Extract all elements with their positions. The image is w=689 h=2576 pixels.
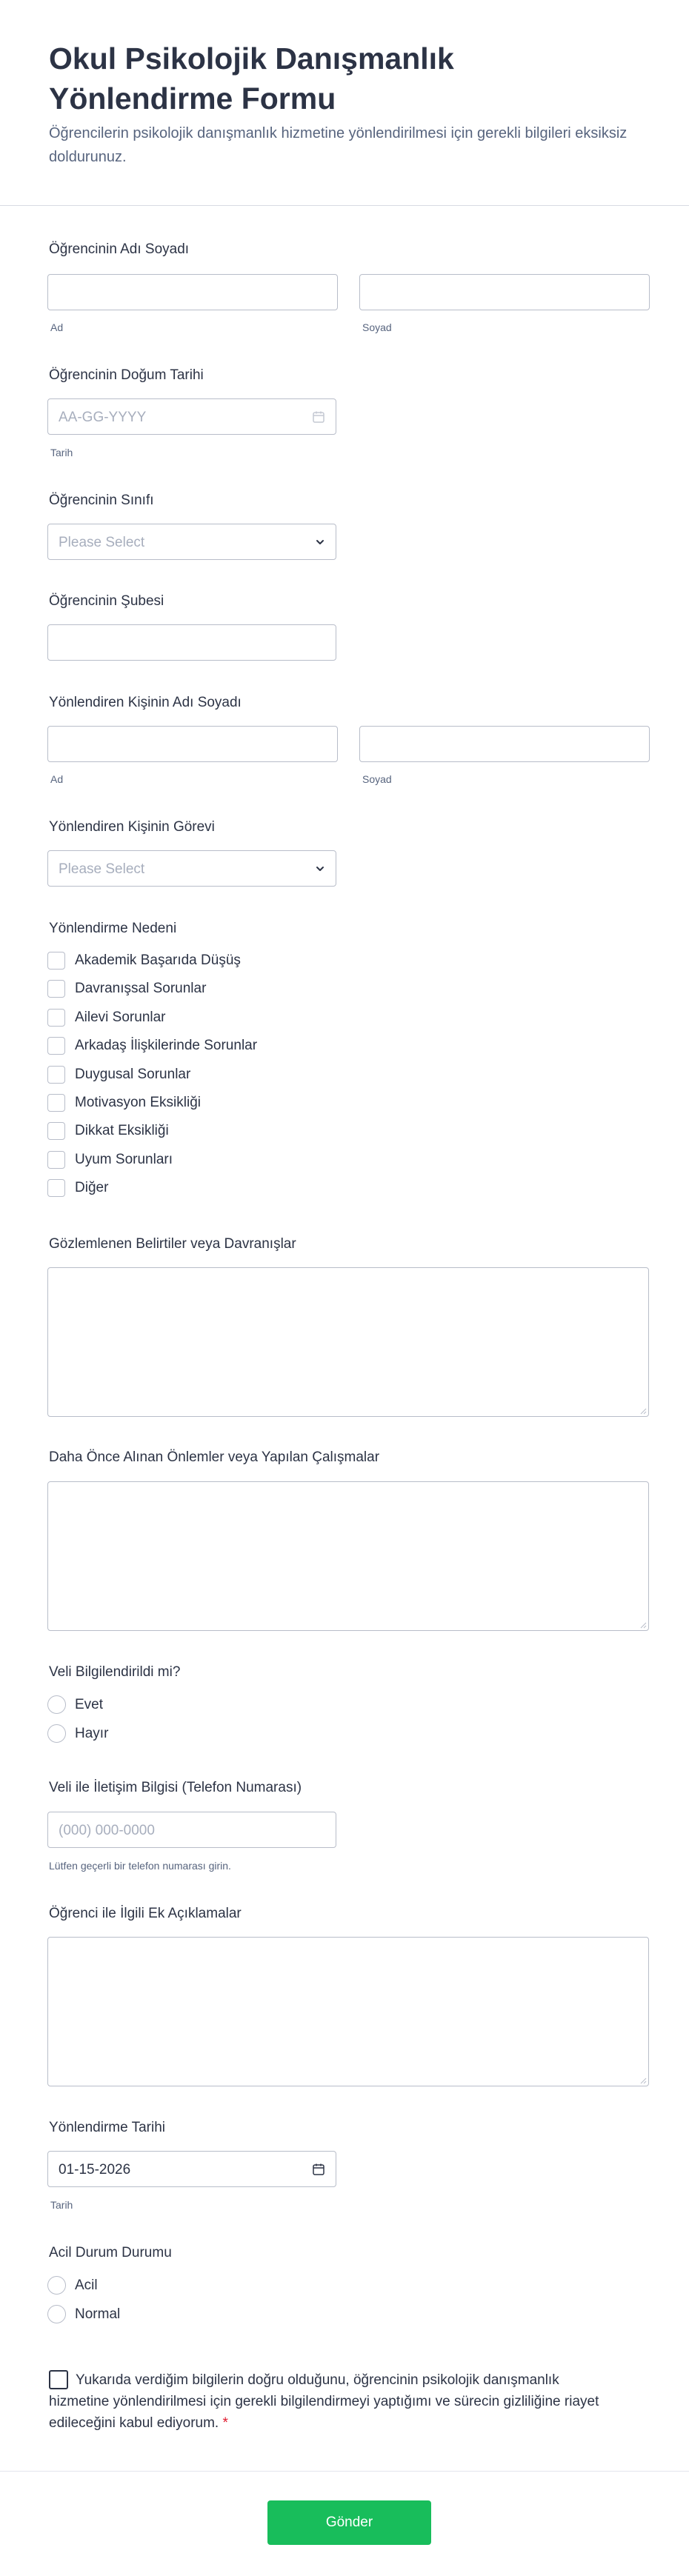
student-first-name-sublabel: Ad bbox=[50, 321, 64, 333]
birth-date-input[interactable] bbox=[47, 398, 336, 435]
parent-phone-label: Veli ile İletişim Bilgisi (Telefon Numarası) bbox=[49, 1780, 302, 1795]
symptoms-label: Gözlemlenen Belirtiler veya Davranışlar bbox=[49, 1236, 296, 1252]
resize-handle-icon[interactable] bbox=[639, 2077, 647, 2084]
reason-option-emotional[interactable]: Duygusal Sorunlar bbox=[75, 1067, 191, 1082]
birth-date-sublabel: Tarih bbox=[50, 447, 73, 458]
parent-informed-radio-no[interactable] bbox=[47, 1724, 66, 1743]
reason-option-peer[interactable]: Arkadaş İlişkilerinde Sorunlar bbox=[75, 1038, 258, 1053]
urgency-radio-urgent[interactable] bbox=[47, 2276, 66, 2295]
section-input[interactable] bbox=[47, 624, 336, 661]
student-name-label: Öğrencinin Adı Soyadı bbox=[49, 241, 190, 257]
reason-option-adjustment[interactable]: Uyum Sorunları bbox=[75, 1152, 173, 1167]
reason-checkbox-attention[interactable] bbox=[47, 1122, 65, 1140]
grade-label: Öğrencinin Sınıfı bbox=[49, 493, 154, 508]
reason-label: Yönlendirme Nedeni bbox=[49, 921, 177, 936]
reason-checkbox-emotional[interactable] bbox=[47, 1066, 65, 1084]
student-last-name-sublabel: Soyad bbox=[362, 321, 392, 333]
parent-informed-label: Veli Bilgilendirildi mi? bbox=[49, 1664, 181, 1680]
calendar-icon[interactable] bbox=[312, 410, 325, 424]
reason-checkbox-family[interactable] bbox=[47, 1009, 65, 1027]
parent-phone-placeholder: (000) 000-0000 bbox=[59, 1823, 155, 1838]
reason-checkbox-academic[interactable] bbox=[47, 952, 65, 970]
notes-label: Öğrenci ile İlgili Ek Açıklamalar bbox=[49, 1906, 242, 1921]
resize-handle-icon[interactable] bbox=[639, 1621, 647, 1629]
reason-option-other[interactable]: Diğer bbox=[75, 1180, 109, 1195]
urgency-option-normal[interactable]: Normal bbox=[75, 2306, 121, 2322]
submit-button[interactable]: Gönder bbox=[267, 2500, 431, 2545]
reason-option-behavioral[interactable]: Davranışsal Sorunlar bbox=[75, 981, 207, 996]
parent-informed-radio-yes[interactable] bbox=[47, 1695, 66, 1714]
calendar-icon[interactable] bbox=[312, 2163, 325, 2176]
reason-option-motivation[interactable]: Motivasyon Eksikliği bbox=[75, 1095, 201, 1110]
chevron-down-icon bbox=[315, 537, 325, 547]
reason-option-family[interactable]: Ailevi Sorunlar bbox=[75, 1010, 166, 1025]
grade-placeholder: Please Select bbox=[59, 535, 145, 550]
required-mark: * bbox=[222, 2415, 228, 2431]
notes-textarea[interactable] bbox=[47, 1937, 649, 2086]
referrer-last-name-sublabel: Soyad bbox=[362, 773, 392, 785]
referrer-role-placeholder: Please Select bbox=[59, 861, 145, 877]
form-header bbox=[0, 0, 689, 206]
reason-option-attention[interactable]: Dikkat Eksikliği bbox=[75, 1123, 169, 1138]
referrer-first-name-sublabel: Ad bbox=[50, 773, 64, 785]
birth-date-label: Öğrencinin Doğum Tarihi bbox=[49, 367, 204, 383]
student-first-name-input[interactable] bbox=[47, 274, 338, 310]
section-label: Öğrencinin Şubesi bbox=[49, 593, 164, 609]
referral-date-label: Yönlendirme Tarihi bbox=[49, 2120, 166, 2135]
reason-option-academic[interactable]: Akademik Başarıda Düşüş bbox=[75, 952, 241, 968]
resize-handle-icon[interactable] bbox=[639, 1407, 647, 1415]
previous-actions-textarea[interactable] bbox=[47, 1481, 649, 1631]
student-last-name-input[interactable] bbox=[359, 274, 650, 310]
urgency-radio-normal[interactable] bbox=[47, 2305, 66, 2323]
consent-text[interactable] bbox=[49, 2369, 612, 2434]
parent-informed-option-yes[interactable]: Evet bbox=[75, 1697, 104, 1712]
chevron-down-icon bbox=[315, 864, 325, 874]
grade-select[interactable] bbox=[47, 524, 336, 560]
reason-checkbox-behavioral[interactable] bbox=[47, 980, 65, 998]
parent-informed-option-no[interactable]: Hayır bbox=[75, 1726, 109, 1741]
symptoms-textarea[interactable] bbox=[47, 1267, 649, 1417]
referral-date-input[interactable] bbox=[47, 2151, 336, 2187]
reason-checkbox-peer[interactable] bbox=[47, 1037, 65, 1055]
birth-date-placeholder: AA-GG-YYYY bbox=[59, 410, 147, 425]
urgency-option-urgent[interactable]: Acil bbox=[75, 2278, 98, 2293]
parent-phone-sublabel: Lütfen geçerli bir telefon numarası girin. bbox=[49, 1860, 231, 1872]
referrer-name-label: Yönlendiren Kişinin Adı Soyadı bbox=[49, 695, 242, 710]
reason-checkbox-adjustment[interactable] bbox=[47, 1151, 65, 1169]
urgency-label: Acil Durum Durumu bbox=[49, 2245, 172, 2260]
referrer-role-label: Yönlendiren Kişinin Görevi bbox=[49, 819, 215, 835]
reason-checkbox-other[interactable] bbox=[47, 1179, 65, 1197]
parent-phone-input[interactable] bbox=[47, 1812, 336, 1848]
form-subtitle: Öğrencilerin psikolojik danışmanlık hizmetine yönlendirilmesi için gerekli bilgileri eksiksiz doldurunuz. bbox=[49, 125, 628, 165]
referral-date-value: 01-15-2026 bbox=[59, 2162, 131, 2178]
referrer-role-select[interactable] bbox=[47, 850, 336, 887]
reason-checkbox-motivation[interactable] bbox=[47, 1094, 65, 1112]
consent-statement: Yukarıda verdiğim bilgilerin doğru olduğunu, öğrencinin psikolojik danışmanlık hizmetine yönlendirilmesi için gerekli bilgilendirmeyi yaptığımı ve sürecin gizliliğine riayet edileceğini kabul ediyorum. bbox=[49, 2372, 599, 2431]
referral-date-sublabel: Tarih bbox=[50, 2199, 73, 2211]
referrer-first-name-input[interactable] bbox=[47, 726, 338, 762]
form-title: Okul Psikolojik Danışmanlık Yönlendirme Formu bbox=[49, 41, 454, 116]
referrer-last-name-input[interactable] bbox=[359, 726, 650, 762]
previous-actions-label: Daha Önce Alınan Önlemler veya Yapılan Çalışmalar bbox=[49, 1449, 380, 1465]
